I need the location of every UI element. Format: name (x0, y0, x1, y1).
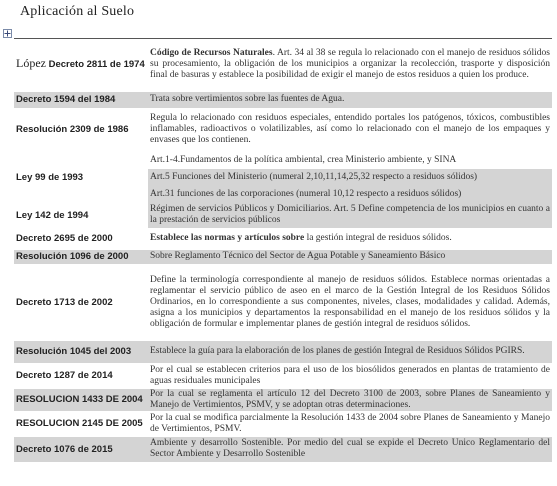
law-cell: López Decreto 2811 de 1974 (16, 56, 145, 71)
description-cell: Regula lo relacionado con residuos especiales, entendido portales los patógenos, tóxicos, combustibles inflamables, radioactivos o volatilizables, así como lo relacionado con el manejo de los empaques y envases que los contienen. (148, 109, 552, 151)
table-row (14, 388, 552, 412)
table-row (14, 265, 552, 340)
table-row (14, 203, 552, 229)
law-cell: Decreto 1594 del 1984 (14, 91, 148, 109)
law-cell: Ley 99 de 1993 (14, 151, 148, 203)
description-cell: Código de Recursos Naturales. Art. 34 al 38 se regula lo relacionado con el manejo de residuos sólidos su procesamiento, la obligación de los municipios a organizar la recolección, trasporte y disposición final de basuras y establece la posibilidad de exigir el manejo de estos residuos a quien los produce. (150, 47, 550, 80)
law-cell: Resolución 2309 de 1986 (14, 109, 148, 151)
table-move-handle-icon[interactable] (3, 29, 12, 38)
table-row (14, 249, 552, 265)
regulations-table (14, 38, 552, 462)
description-cell: Ambiente y desarrollo Sostenible. Por medio del cual se expide el Decreto Unico Reglamentario del Sector Ambiente y Desarrollo Sostenible (148, 436, 552, 462)
description-cell: Art.31 funciones de las corporaciones (numeral 10,12 respecto a residuos sólidos) (148, 187, 552, 203)
description-cell: Sobre Reglamento Técnico del Sector de Agua Potable y Saneamiento Básico (148, 249, 552, 265)
law-cell: RESOLUCION 1433 DE 2004 (14, 388, 148, 412)
law-cell: Decreto 2695 de 2000 (14, 229, 148, 249)
table-row (14, 436, 552, 462)
description-cell: Trata sobre vertimientos sobre las fuentes de Agua. (148, 91, 552, 109)
law-cell: Decreto 1287 de 2014 (14, 364, 148, 388)
description-cell: Art.1-4.Fundamentos de la política ambiental, crea Ministerio ambiente, y SINA (148, 151, 552, 169)
description-cell: Define la terminología correspondiente al manejo de residuos sólidos. Establece normas orientadas a reglamentar el servicio público de aseo en el marco de la Gestión Integral de los Residuos Sólidos Ordinarios, en lo correspondiente a sus componentes, niveles, clases, modalidades y calidad. Además, asigna a los municipios y departamentos la responsabilidad en el manejo de los residuos sólidos y la obligación de formular e implementar planes de gestión integral de residuos sólidos. (148, 265, 552, 340)
description-cell: Por el cual se establecen criterios para el uso de los biosólidos generados en plantas de tratamiento de aguas residuales municipales (150, 364, 550, 386)
description-cell: Art.5 Funciones del Ministerio (numeral 2,10,11,14,25,32 respecto a residuos sólidos) (148, 169, 552, 187)
law-cell: Decreto 1713 de 2002 (14, 265, 148, 340)
law-cell: RESOLUCION 2145 DE 2005 (14, 412, 148, 436)
section-title: Aplicación al Suelo (20, 4, 135, 19)
law-cell: Decreto 1076 de 2015 (14, 436, 148, 462)
law-cell: Ley 142 de 1994 (14, 203, 148, 229)
description-cell: Por la cual se reglamenta el artículo 12 del Decreto 3100 de 2003, sobre Planes de Saneamiento y Manejo de Vertimientos, PSMV, y se adoptan otras determinaciones. (150, 388, 550, 410)
table-row (14, 91, 552, 109)
description-cell: Establece la guía para la elaboración de los planes de gestión Integral de Residuos Sólidos PGIRS. (148, 340, 552, 364)
table-row (14, 229, 552, 249)
description-cell: Por la cual se modifica parcialmente la Resolución 1433 de 2004 sobre Planes de Saneamiento y Manejo de Vertimientos, PSMV. (150, 412, 550, 434)
law-cell: Resolución 1096 de 2000 (14, 249, 148, 265)
table-row (14, 340, 552, 364)
table-row (14, 364, 552, 388)
table-row (14, 412, 552, 436)
description-cell: Establece las normas y artículos sobre la gestión integral de residuos sólidos. (148, 229, 552, 249)
description-cell: Régimen de servicios Públicos y Domiciliarios. Art. 5 Define competencia de los municipios en cuanto a la prestación de servicios públicos (148, 203, 552, 229)
table-row (14, 151, 552, 169)
law-cell: Resolución 1045 del 2003 (14, 340, 148, 364)
table-row (14, 39, 552, 91)
table-row (14, 109, 552, 151)
